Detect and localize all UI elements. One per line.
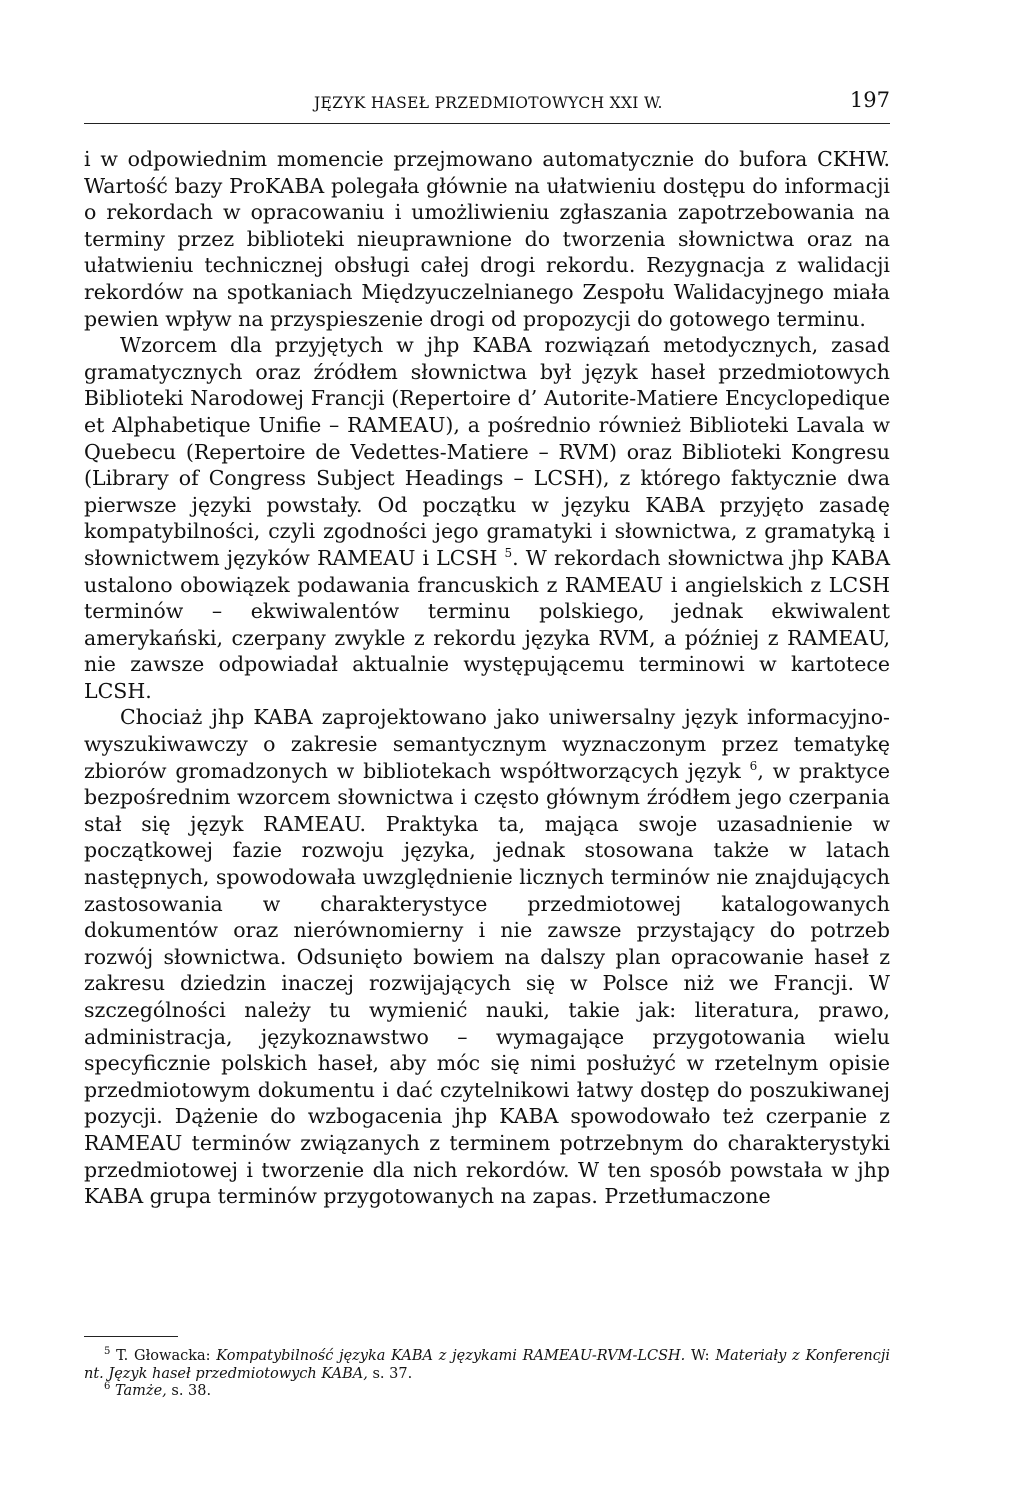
paragraph-2-text-a: Wzorcem dla przyjętych w jhp KABA rozwiązań metodycznych, zasad gramatycznych oraz źródłem słownictwa był język haseł przedmiotowych Biblioteki Narodowej Francji (Repertoire d’ Autorite-Matiere Encyclopedique et Alphabetique Unifie – RAMEAU), a pośrednio również Biblioteki Lavala w Quebecu (Repertoire de Vedettes-Matiere – RVM) oraz Biblioteki Kongresu (Library of Congress Subject Headings – LCSH), z którego faktycznie dwa pierwsze języki powstały. Od początku w języku KABA przyjęto zasadę kompatybilności, czyli zgodności jego gramatyki i słownictwa, z gramatyką i słownictwem języków RAMEAU i LCSH	[84, 333, 890, 570]
paragraph-3	[84, 704, 890, 1209]
main-text	[84, 146, 890, 1210]
running-header	[84, 88, 890, 122]
footnote-rule	[84, 1336, 178, 1337]
paragraph-3-text-b: , w praktyce bezpośrednim wzorcem słownictwa i często głównym źródłem jego czerpania stał się język RAMEAU. Praktyka ta, mająca swoje uzasadnienie w początkowej fazie rozwoju języka, jednak stosowana także w latach następnych, spowodowała uwzględnienie licznych terminów nie znajdujących zastosowania w charakterystyce przedmiotowej katalogowanych dokumentów oraz nierównomierny i nie zawsze przystający do potrzeb rozwój słownictwa. Odsunięto bowiem na dalszy plan opracowanie haseł z zakresu dziedzin inaczej rozwijających się w Polsce niż we Francji. W szczególności należy tu wymienić nauki, takie jak: literatura, prawo, administracja, językoznawstwo – wymagające przygotowania wielu specyficznie polskich haseł, aby móc się nimi posłużyć w rzetelnym opisie przedmiotowym dokumentu i dać czytelnikowi łatwy dostęp do poszukiwanej pozycji. Dążenie do wzbogacenia jhp KABA spowodowało też czerpanie z RAMEAU terminów związanych z terminem potrzebnym do charakterystyki przedmiotowej i tworzenie dla nich rekordów. W ten sposób powstała w jhp KABA grupa terminów przygotowanych na zapas. Przetłumaczone	[84, 758, 891, 1209]
footnote-5-title: Kompatybilność języka KABA z językami RAMEAU-RVM-LCSH.	[216, 1348, 686, 1364]
page-number: 197	[849, 88, 890, 112]
footnote-ref-6[interactable]: 6	[749, 758, 758, 773]
footnote-6-pages: s. 38.	[171, 1383, 212, 1399]
footnote-5-pages: s. 37.	[372, 1365, 413, 1382]
footnote-ref-5[interactable]: 5	[504, 545, 513, 560]
footnote-6	[84, 1383, 890, 1401]
paragraph-1-text: i w odpowiednim momencie przejmowano automatycznie do bufora CKHW. Wartość bazy ProKABA polegała głównie na ułatwieniu dostępu do informacji o rekordach w opracowaniu i umożliwieniu zgłaszania zapotrzebowania na terminy przez biblioteki nieuprawnione do tworzenia słownictwa oraz na ułatwieniu technicznej obsługi całej drogi rekordu. Rezygnacja z walidacji rekordów na spotkaniach Międzyuczelnianego Zespołu Walidacyjnego miała pewien wpływ na przyspieszenie drogi od propozycji do gotowego terminu.	[84, 147, 890, 331]
footnote-5-number: 5	[104, 1346, 111, 1357]
footnote-5-author: T. Głowacka:	[116, 1348, 211, 1364]
footnote-5	[84, 1348, 890, 1383]
footnotes	[84, 1348, 890, 1401]
paragraph-2	[84, 332, 890, 704]
running-title: JĘZYK HASEŁ PRZEDMIOTOWYCH XXI W.	[314, 94, 663, 112]
footnote-5-in: W:	[691, 1348, 710, 1364]
footnote-6-ibid: Tamże,	[114, 1383, 167, 1399]
footnote-6-number: 6	[104, 1381, 111, 1392]
paragraph-3-text-a: Chociaż jhp KABA zaprojektowano jako uniwersalny język informacyjno-wyszukiwawczy o zakresie semantycznym wyznaczonym przez tematykę zbiorów gromadzonych w bibliotekach współtworzących język	[84, 705, 890, 783]
paragraph-1	[84, 146, 890, 332]
footnote-5-source: Materiały z Konferencji nt. Język haseł przedmiotowych KABA,	[84, 1348, 891, 1382]
paragraph-2-text-b: . W rekordach słownictwa jhp KABA ustalono obowiązek podawania francuskich z RAMEAU i angielskich z LCSH terminów – ekwiwalentów terminu polskiego, jednak ekwiwalent amerykański, czerpany zwykle z rekordu języka RVM, a później z RAMEAU, nie zawsze odpowiadał aktualnie występującemu terminowi w kartotece LCSH.	[84, 545, 890, 703]
header-rule	[84, 123, 890, 124]
